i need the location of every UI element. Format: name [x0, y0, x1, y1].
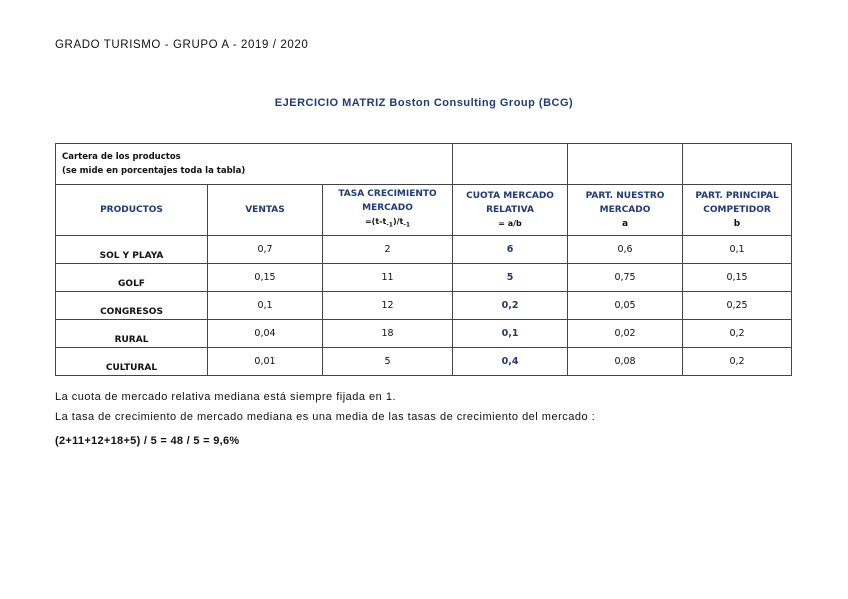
- tasa-cell: 2: [323, 236, 453, 264]
- empty-cell: [568, 144, 683, 185]
- empty-cell: [683, 144, 792, 185]
- cartera-cell: [56, 144, 453, 185]
- col-tasa-formula: $=(t-t_{-1})/t_{-1}$: [364, 217, 411, 229]
- document-header: GRADO TURISMO - GRUPO A - 2019 / 2020: [55, 39, 309, 51]
- product-name: CONGRESOS: [56, 292, 208, 320]
- col-part-nuestro: [568, 185, 683, 236]
- col-part-competidor: [683, 185, 792, 236]
- comp-cell: 0,2: [683, 348, 792, 376]
- col-comp-line-3: b: [733, 219, 741, 229]
- ventas-cell: 0,15: [208, 264, 323, 292]
- table-row: [56, 348, 792, 376]
- tasa-cell: 18: [323, 320, 453, 348]
- col-tasa-line-1: TASA CRECIMIENTO: [338, 189, 437, 200]
- cuota-cell: 0,1: [453, 320, 568, 348]
- cuota-cell: 0,2: [453, 292, 568, 320]
- cuota-cell: 5: [453, 264, 568, 292]
- product-name: SOL Y PLAYA: [56, 236, 208, 264]
- ventas-cell: 0,1: [208, 292, 323, 320]
- table-row: [56, 236, 792, 264]
- tasa-cell: 5: [323, 348, 453, 376]
- col-comp-line-1: PART. PRINCIPAL: [695, 191, 779, 201]
- tasa-cell: 11: [323, 264, 453, 292]
- col-cuota-formula: = a/b: [498, 219, 522, 228]
- cartera-row: [56, 144, 792, 185]
- cartera-line-1: Cartera de los productos: [62, 152, 181, 162]
- part-cell: 0,02: [568, 320, 683, 348]
- part-cell: 0,08: [568, 348, 683, 376]
- comp-cell: 0,2: [683, 320, 792, 348]
- comp-cell: 0,25: [683, 292, 792, 320]
- ventas-cell: 0,01: [208, 348, 323, 376]
- col-productos: PRODUCTOS: [56, 185, 208, 236]
- note-calculation: (2+11+12+18+5) / 5 = 48 / 5 = 9,6%: [55, 435, 240, 447]
- ventas-cell: 0,7: [208, 236, 323, 264]
- note-tasa-mediana: La tasa de crecimiento de mercado mediana es una media de las tasas de crecimiento del mercado :: [55, 411, 596, 423]
- col-part-line-1: PART. NUESTRO: [585, 191, 665, 201]
- col-tasa-line-2: MERCADO: [362, 203, 413, 214]
- cartera-line-2: (se mide en porcentajes toda la tabla): [62, 166, 246, 176]
- note-cuota-mediana: La cuota de mercado relativa mediana está siempre fijada en 1.: [55, 391, 397, 403]
- tasa-cell: 12: [323, 292, 453, 320]
- exercise-title: EJERCICIO MATRIZ Boston Consulting Group (BCG): [274, 97, 574, 109]
- col-ventas: VENTAS: [208, 185, 323, 236]
- comp-cell: 0,15: [683, 264, 792, 292]
- col-comp-line-2: COMPETIDOR: [703, 205, 771, 215]
- empty-cell: [453, 144, 568, 185]
- col-cuota: [453, 185, 568, 236]
- table-row: [56, 292, 792, 320]
- col-tasa: [323, 185, 453, 236]
- cuota-cell: 0,4: [453, 348, 568, 376]
- col-cuota-line-2: RELATIVA: [486, 205, 534, 215]
- part-cell: 0,75: [568, 264, 683, 292]
- col-part-line-2: MERCADO: [599, 205, 651, 215]
- product-name: RURAL: [56, 320, 208, 348]
- header-row: [56, 185, 792, 236]
- cuota-cell: 6: [453, 236, 568, 264]
- table-row: [56, 320, 792, 348]
- ventas-cell: 0,04: [208, 320, 323, 348]
- bcg-table: [55, 143, 792, 376]
- part-cell: 0,6: [568, 236, 683, 264]
- col-cuota-line-1: CUOTA MERCADO: [466, 191, 554, 201]
- col-part-line-3: a: [621, 219, 629, 229]
- product-name: CULTURAL: [56, 348, 208, 376]
- table-row: [56, 264, 792, 292]
- part-cell: 0,05: [568, 292, 683, 320]
- product-name: GOLF: [56, 264, 208, 292]
- comp-cell: 0,1: [683, 236, 792, 264]
